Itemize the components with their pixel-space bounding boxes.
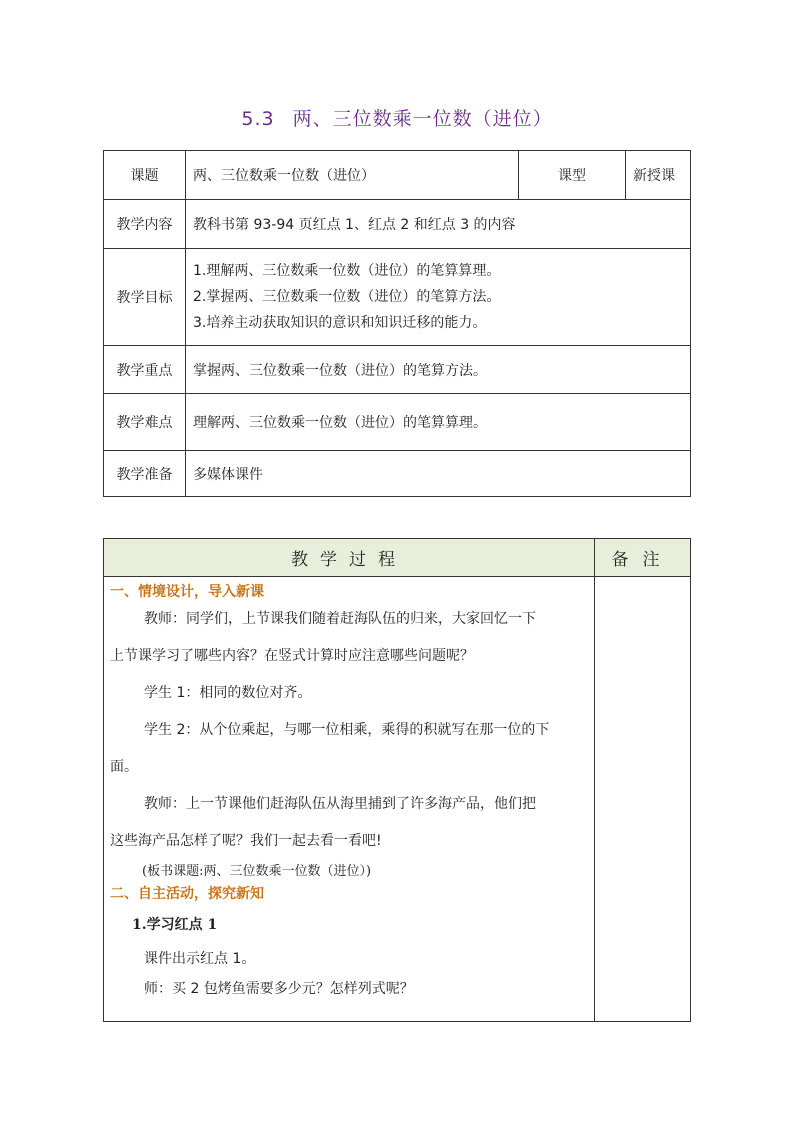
paragraph: 课件出示红点 1。 xyxy=(144,951,256,967)
key-label: 教学重点 xyxy=(104,346,186,394)
goals-list xyxy=(186,249,691,346)
lesson-number: 5.3 xyxy=(241,108,275,130)
lesson-title: 两、三位数乘一位数（进位） xyxy=(292,108,553,130)
type-value: 新授课 xyxy=(626,151,691,200)
subsection-heading: 1.学习红点 1 xyxy=(132,917,218,933)
difficult-value: 理解两、三位数乘一位数（进位）的笔算算理。 xyxy=(186,394,691,451)
topic-value: 两、三位数乘一位数（进位） xyxy=(186,151,519,200)
content-value: 教科书第 93-94 页红点 1、红点 2 和红点 3 的内容 xyxy=(186,200,691,249)
process-content xyxy=(104,577,595,1022)
prep-value: 多媒体课件 xyxy=(186,451,691,497)
lesson-info-table xyxy=(103,150,691,497)
goal-item: 3.培养主动获取知识的意识和知识迁移的能力。 xyxy=(193,315,487,331)
notes-header: 备注 xyxy=(595,539,691,577)
paragraph: 学生 2：从个位乘起，与哪一位相乘，乘得的积就写在那一位的下 xyxy=(144,722,550,738)
topic-label: 课题 xyxy=(104,151,186,200)
type-label: 课型 xyxy=(519,151,626,200)
section-heading: 二、自主活动，探究新知 xyxy=(110,886,264,902)
paragraph: 这些海产品怎样了呢？我们一起去看一看吧! xyxy=(110,833,382,849)
paragraph: 教师：上一节课他们赶海队伍从海里捕到了许多海产品，他们把 xyxy=(144,796,536,812)
paragraph: 面。 xyxy=(110,759,138,775)
process-header: 教学过程 xyxy=(104,539,595,577)
prep-label: 教学准备 xyxy=(104,451,186,497)
goal-item: 1.理解两、三位数乘一位数（进位）的笔算算理。 xyxy=(193,263,501,279)
paragraph: 上节课学习了哪些内容？在竖式计算时应注意哪些问题呢？ xyxy=(110,648,474,664)
teaching-process-table xyxy=(103,538,691,1022)
difficult-label: 教学难点 xyxy=(104,394,186,451)
board-note: (板书课题:两、三位数乘一位数（进位）) xyxy=(142,864,372,879)
section-heading: 一、情境设计，导入新课 xyxy=(110,584,264,600)
content-label: 教学内容 xyxy=(104,200,186,249)
paragraph: 师：买 2 包烤鱼需要多少元？怎样列式呢？ xyxy=(144,981,414,997)
page-title xyxy=(0,104,794,131)
paragraph: 教师：同学们，上节课我们随着赶海队伍的归来，大家回忆一下 xyxy=(144,611,536,627)
goal-item: 2.掌握两、三位数乘一位数（进位）的笔算方法。 xyxy=(193,289,501,305)
goals-label: 教学目标 xyxy=(104,249,186,346)
notes-column xyxy=(595,577,691,1022)
paragraph: 学生 1：相同的数位对齐。 xyxy=(144,685,312,701)
key-value: 掌握两、三位数乘一位数（进位）的笔算方法。 xyxy=(186,346,691,394)
